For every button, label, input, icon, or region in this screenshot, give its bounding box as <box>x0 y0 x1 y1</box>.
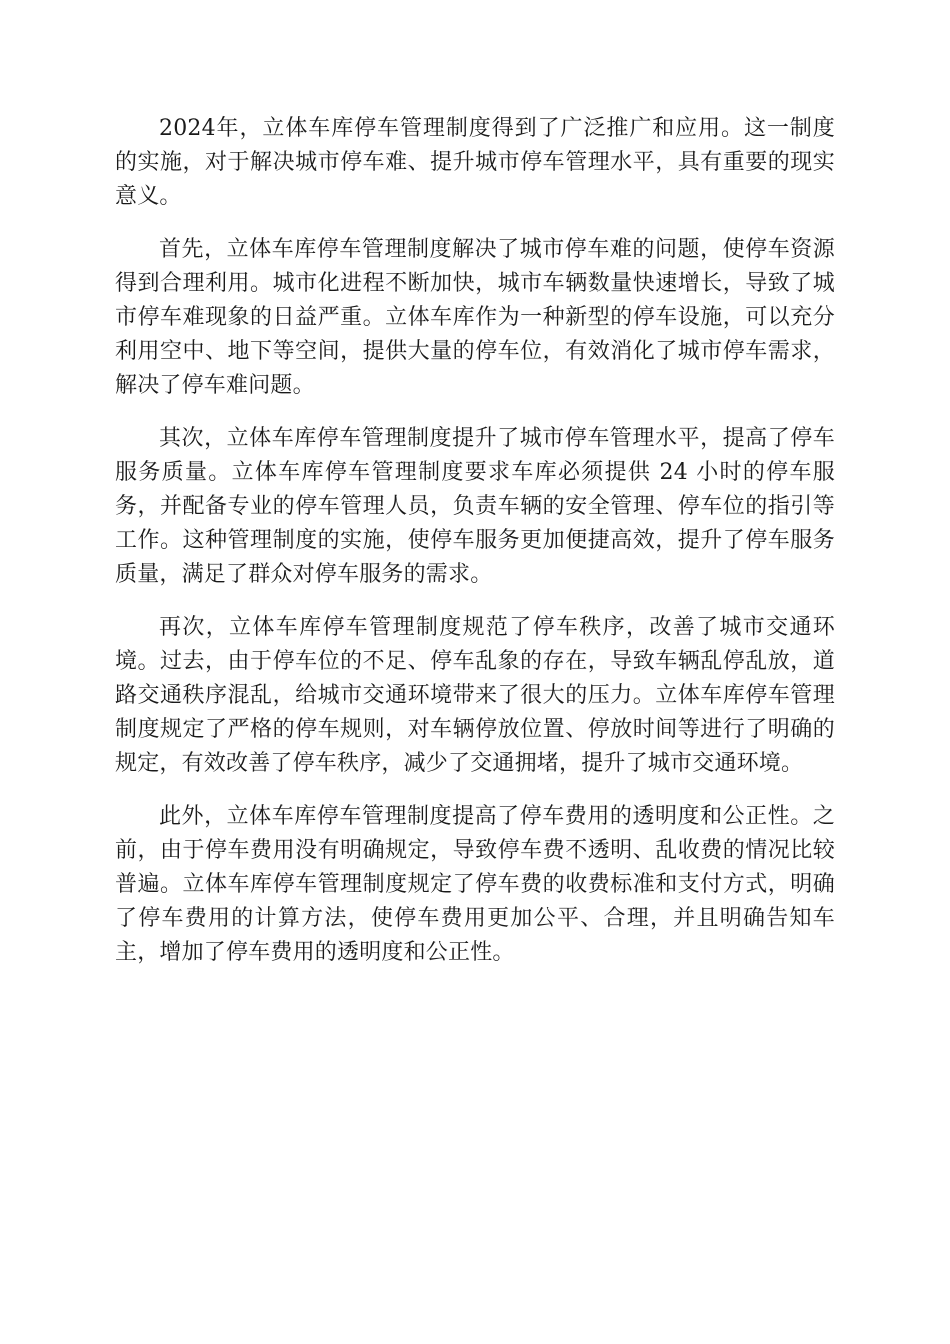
paragraph-intro: 2024年，立体车库停车管理制度得到了广泛推广和应用。这一制度的实施，对于解决城市停车难、提升城市停车管理水平，具有重要的现实意义。 <box>115 116 835 209</box>
paragraph-third: 再次，立体车库停车管理制度规范了停车秩序，改善了城市交通环境。过去，由于停车位的不足、停车乱象的存在，导致车辆乱停乱放，道路交通秩序混乱，给城市交通环境带来了很大的压力。立体车库停车管理制度规定了严格的停车规则，对车辆停放位置、停放时间等进行了明确的规定，有效改善了停车秩序，减少了交通拥堵，提升了城市交通环境。 <box>115 615 835 776</box>
paragraph-fourth: 此外，立体车库停车管理制度提高了停车费用的透明度和公正性。之前，由于停车费用没有明确规定，导致停车费不透明、乱收费的情况比较普遍。立体车库停车管理制度规定了停车费的收费标准和支付方式，明确了停车费用的计算方法，使停车费用更加公平、合理，并且明确告知车主，增加了停车费用的透明度和公正性。 <box>115 804 835 965</box>
document-body <box>115 112 835 989</box>
paragraph-second: 其次，立体车库停车管理制度提升了城市停车管理水平，提高了停车服务质量。立体车库停车管理制度要求车库必须提供 24 小时的停车服务，并配备专业的停车管理人员，负责车辆的安全管理、停车位的指引等工作。这种管理制度的实施，使停车服务更加便捷高效，提升了停车服务质量，满足了群众对停车服务的需求。 <box>115 426 835 587</box>
paragraph-first: 首先，立体车库停车管理制度解决了城市停车难的问题，使停车资源得到合理利用。城市化进程不断加快，城市车辆数量快速增长，导致了城市停车难现象的日益严重。立体车库作为一种新型的停车设施，可以充分利用空中、地下等空间，提供大量的停车位，有效消化了城市停车需求，解决了停车难问题。 <box>115 237 835 398</box>
